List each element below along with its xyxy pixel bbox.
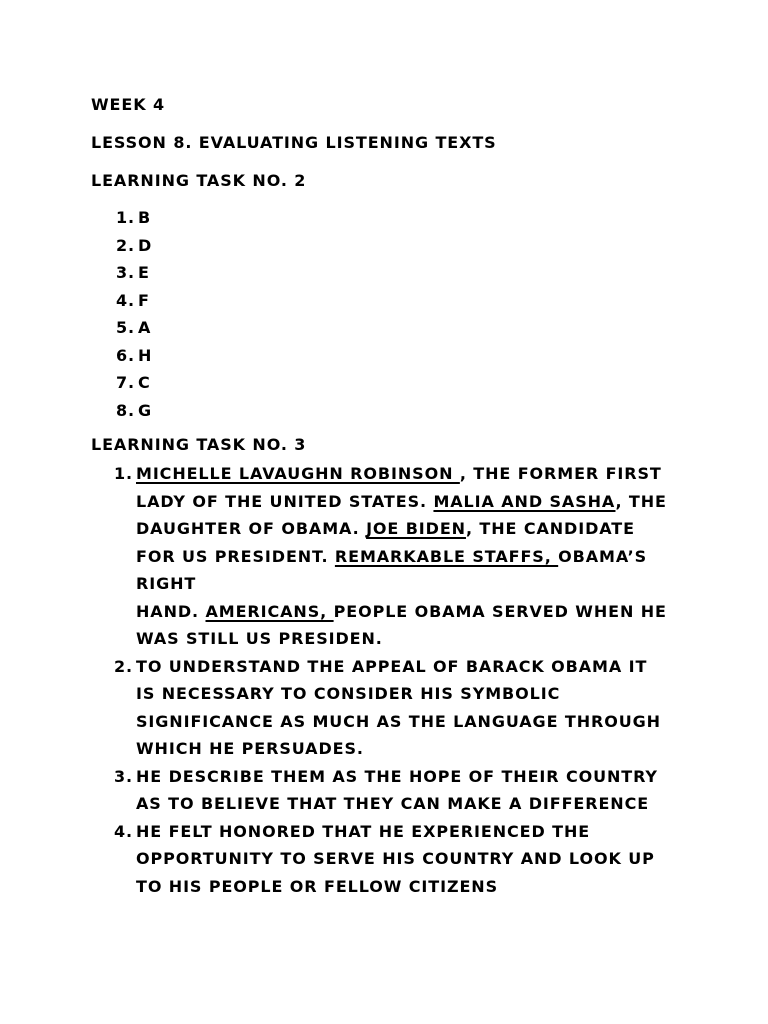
text-line — [136, 460, 691, 488]
list-item — [91, 342, 691, 370]
item-answer: H — [138, 345, 153, 365]
list-item — [91, 287, 691, 315]
item-answer: B — [138, 208, 152, 227]
text-line: TO HIS PEOPLE OR FELLOW CITIZENS — [136, 876, 499, 896]
item-answer: A — [138, 318, 152, 337]
text-segment: OBAMA’S — [558, 546, 648, 566]
task2-heading: LEARNING TASK NO. 2 — [91, 171, 307, 190]
text-segment: , THE CANDIDATE — [465, 519, 635, 538]
item-number: 2. — [115, 235, 135, 255]
text-segment: HAND. — [136, 601, 206, 621]
task2-answer-list — [91, 204, 691, 424]
item-answer: C — [138, 373, 151, 392]
list-item — [91, 369, 691, 397]
item-answer: F — [138, 290, 150, 310]
text-line: WAS STILL US PRESIDEN. — [136, 629, 383, 648]
list-item — [91, 232, 691, 260]
list-item — [91, 460, 691, 653]
item-answer: D — [138, 235, 153, 255]
text-segment: DAUGHTER OF OBAMA. — [136, 519, 367, 538]
text-line: IS NECESSARY TO CONSIDER HIS SYMBOLIC — [136, 684, 561, 703]
task3-heading: LEARNING TASK NO. 3 — [91, 435, 307, 454]
text-line: HE FELT HONORED THAT HE EXPERIENCED THE — [136, 821, 591, 841]
underlined-answer: REMARKABLE STAFFS, — [334, 546, 559, 566]
list-item — [91, 314, 691, 342]
text-segment: PEOPLE OBAMA SERVED WHEN HE — [333, 601, 667, 621]
list-item — [91, 763, 691, 818]
underlined-answer: JOE BIDEN — [366, 519, 466, 538]
item-number: 7. — [115, 373, 135, 392]
list-item — [91, 653, 691, 763]
item-number: 2. — [113, 656, 133, 676]
task3-answer-list — [91, 460, 691, 900]
week-heading: WEEK 4 — [91, 95, 166, 114]
item-number: 8. — [115, 400, 135, 420]
text-segment: , THE FORMER FIRST — [459, 464, 662, 483]
item-number: 3. — [113, 766, 133, 786]
underlined-answer: AMERICANS, — [205, 601, 334, 621]
document-body — [91, 94, 691, 900]
list-item — [91, 259, 691, 287]
text-segment: LADY OF THE UNITED STATES. — [136, 491, 434, 511]
underlined-answer: MALIA AND SASHA — [433, 491, 616, 511]
lesson-heading: LESSON 8. EVALUATING LISTENING TEXTS — [91, 133, 497, 152]
text-line: HE DESCRIBE THEM AS THE HOPE OF THEIR COUNTRY — [136, 766, 658, 786]
text-line — [136, 515, 691, 543]
item-number: 4. — [113, 821, 133, 841]
text-line: AS TO BELIEVE THAT THEY CAN MAKE A DIFFERENCE — [136, 794, 650, 813]
text-line: TO UNDERSTAND THE APPEAL OF BARACK OBAMA IT — [136, 656, 648, 676]
underlined-answer: MICHELLE LAVAUGHN ROBINSON — [136, 464, 460, 483]
list-item — [91, 818, 691, 901]
text-line — [136, 598, 691, 626]
item-number: 4. — [115, 290, 135, 310]
item-number: 6. — [115, 345, 135, 365]
text-segment: FOR US PRESIDENT. — [136, 546, 335, 566]
text-line — [136, 488, 691, 516]
text-line — [136, 543, 691, 571]
text-line: SIGNIFICANCE AS MUCH AS THE LANGUAGE THROUGH — [136, 711, 661, 731]
item-number: 1. — [113, 464, 133, 483]
item-number: 3. — [115, 263, 135, 282]
item-answer: G — [138, 400, 153, 420]
text-line: RIGHT — [136, 574, 197, 593]
text-line: WHICH HE PERSUADES. — [136, 739, 364, 758]
item-number: 5. — [115, 318, 135, 337]
text-line: OPPORTUNITY TO SERVE HIS COUNTRY AND LOOK UP — [136, 849, 655, 868]
text-segment: , THE — [615, 491, 667, 511]
list-item — [91, 397, 691, 425]
item-answer: E — [138, 263, 150, 282]
item-number: 1. — [115, 208, 135, 227]
list-item — [91, 204, 691, 232]
